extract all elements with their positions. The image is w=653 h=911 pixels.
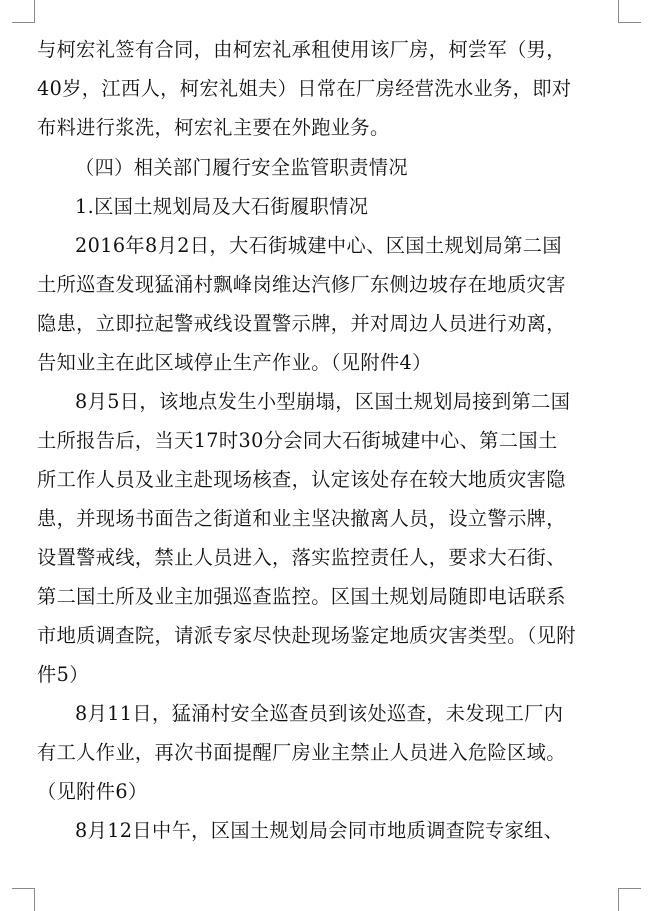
section-heading: （四）相关部门履行安全监管职责情况 (75, 156, 408, 179)
text-line: 所工作人员及业主赴现场核查，认定该处存在较大地质灾害隐 (37, 468, 566, 491)
text-line: 土所报告后，当天17时30分会同大石街城建中心、第二国土 (37, 429, 558, 452)
text-line: 2016年8月2日，大石街城建中心、区国土规划局第二国 (75, 234, 562, 257)
crop-mark-top-left (12, 0, 35, 23)
crop-mark-bottom-right (618, 888, 641, 911)
crop-mark-bottom-left (12, 888, 35, 911)
text-line: 8月5日，该地点发生小型崩塌，区国土规划局接到第二国 (75, 390, 571, 413)
text-line: （见附件6） (37, 780, 148, 803)
text-line: 设置警戒线，禁止人员进入，落实监控责任人，要求大石街、 (37, 546, 566, 569)
text-line: 与柯宏礼签有合同，由柯宏礼承租使用该厂房，柯尝军（男， (37, 38, 566, 61)
text-line: 8月11日，猛涌村安全巡查员到该处巡查，未发现工厂内 (75, 702, 564, 725)
text-line: 8月12日中午，区国土规划局会同市地质调查院专家组、 (75, 819, 564, 842)
text-line: 有工人作业，再次书面提醒厂房业主禁止人员进入危险区域。 (37, 741, 566, 764)
text-line: 40岁，江西人，柯宏礼姐夫）日常在厂房经营洗水业务，即对 (37, 77, 572, 100)
crop-mark-top-right (618, 0, 641, 23)
text-line: 第二国土所及业主加强巡查监控。区国土规划局随即电话联系 (37, 585, 566, 608)
text-line: 告知业主在此区域停止生产作业。（见附件4） (37, 351, 432, 374)
text-line: 患，并现场书面告之街道和业主坚决撤离人员，设立警示牌， (37, 507, 566, 530)
text-line: 件5） (37, 663, 89, 686)
text-line: 布料进行浆洗，柯宏礼主要在外跑业务。 (37, 116, 390, 139)
text-line: 隐患，立即拉起警戒线设置警示牌，并对周边人员进行劝离， (37, 312, 566, 335)
text-line: 土所巡查发现猛涌村飘峰岗维达汽修厂东侧边坡存在地质灾害 (37, 273, 566, 296)
subsection-heading: 1.区国土规划局及大石街履职情况 (75, 195, 369, 218)
text-line: 市地质调查院，请派专家尽快赴现场鉴定地质灾害类型。（见附 (37, 624, 576, 647)
